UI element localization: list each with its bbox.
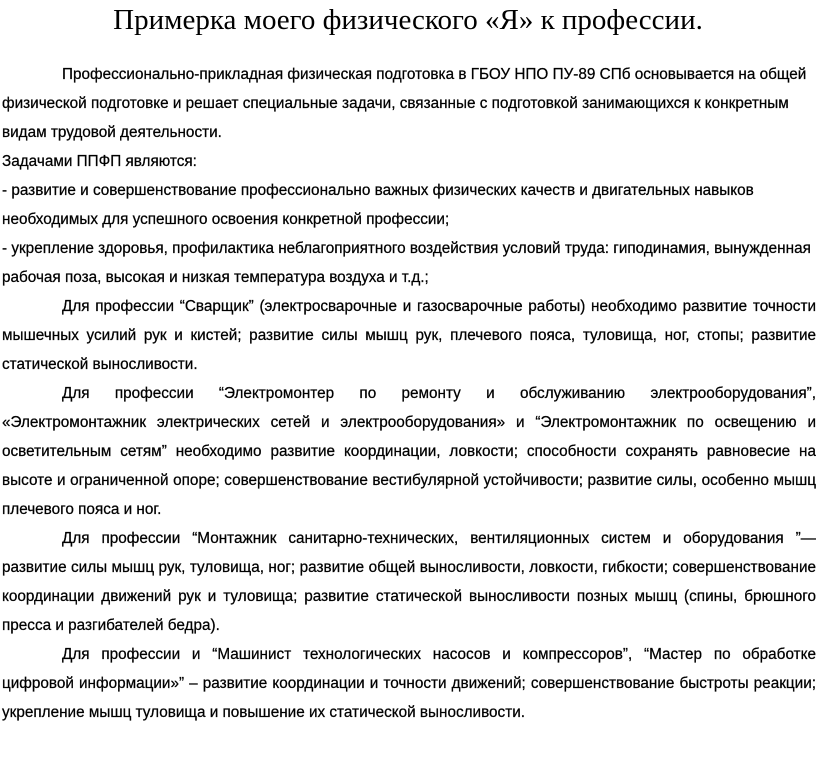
task-item-2: - укрепление здоровья, профилактика неблагоприятного воздействия условий труда: гиподинамия, вынужденная рабочая поза, высокая и низкая температура воздуха и т.д.; [2,240,811,286]
operator-paragraph: Для профессии и “Машинист технологических насосов и компрессоров”, “Мастер по обработке цифровой информации»” – развитие координации и точности движений; совершенствование быстроты реакции; укрепление мышц туловища и повышение их статической выносливости. [2,646,816,721]
tasks-heading: Задачами ППФП являются: [2,153,197,170]
intro-paragraph: Профессионально-прикладная физическая подготовка в ГБОУ НПО ПУ-89 СПб основывается на общей физической подготовке и решает специальные задачи, связанные с подготовкой занимающихся к конкретным видам трудовой деятельности. [2,66,807,141]
document-body [2,60,816,727]
welder-paragraph: Для профессии “Сварщик” (электросварочные и газосварочные работы) необходимо развитие точности мышечных усилий рук и кистей; развитие силы мышц рук, плечевого пояса, туловища, ног, стопы; развитие статической выносливости. [2,298,816,373]
page-title: Примерка моего физического «Я» к профессии. [113,4,703,36]
task-item-1: - развитие и совершенствование профессионально важных физических качеств и двигательных навыков необходимых для успешного освоения конкретной профессии; [2,182,754,228]
plumber-paragraph: Для профессии “Монтажник санитарно-технических, вентиляционных систем и оборудования ”— развитие силы мышц рук, туловища, ног; развитие общей выносливости, ловкости, гибкости; совершенствование координации движений рук и туловища; развитие статической выносливости позных мышц (спины, брюшного пресса и разгибателей бедра). [2,530,816,634]
electrician-paragraph: Для профессии “Электромонтер по ремонту и обслуживанию электрооборудования”, «Электромонтажник электрических сетей и электрооборудования» и “Электромонтажник по освещению и осветительным сетям” необходимо развитие координации, ловкости; способности сохранять равновесие на высоте и ограниченной опоре; совершенствование вестибулярной устойчивости; развитие силы, особенно мышц плечевого пояса и ног. [2,385,816,518]
